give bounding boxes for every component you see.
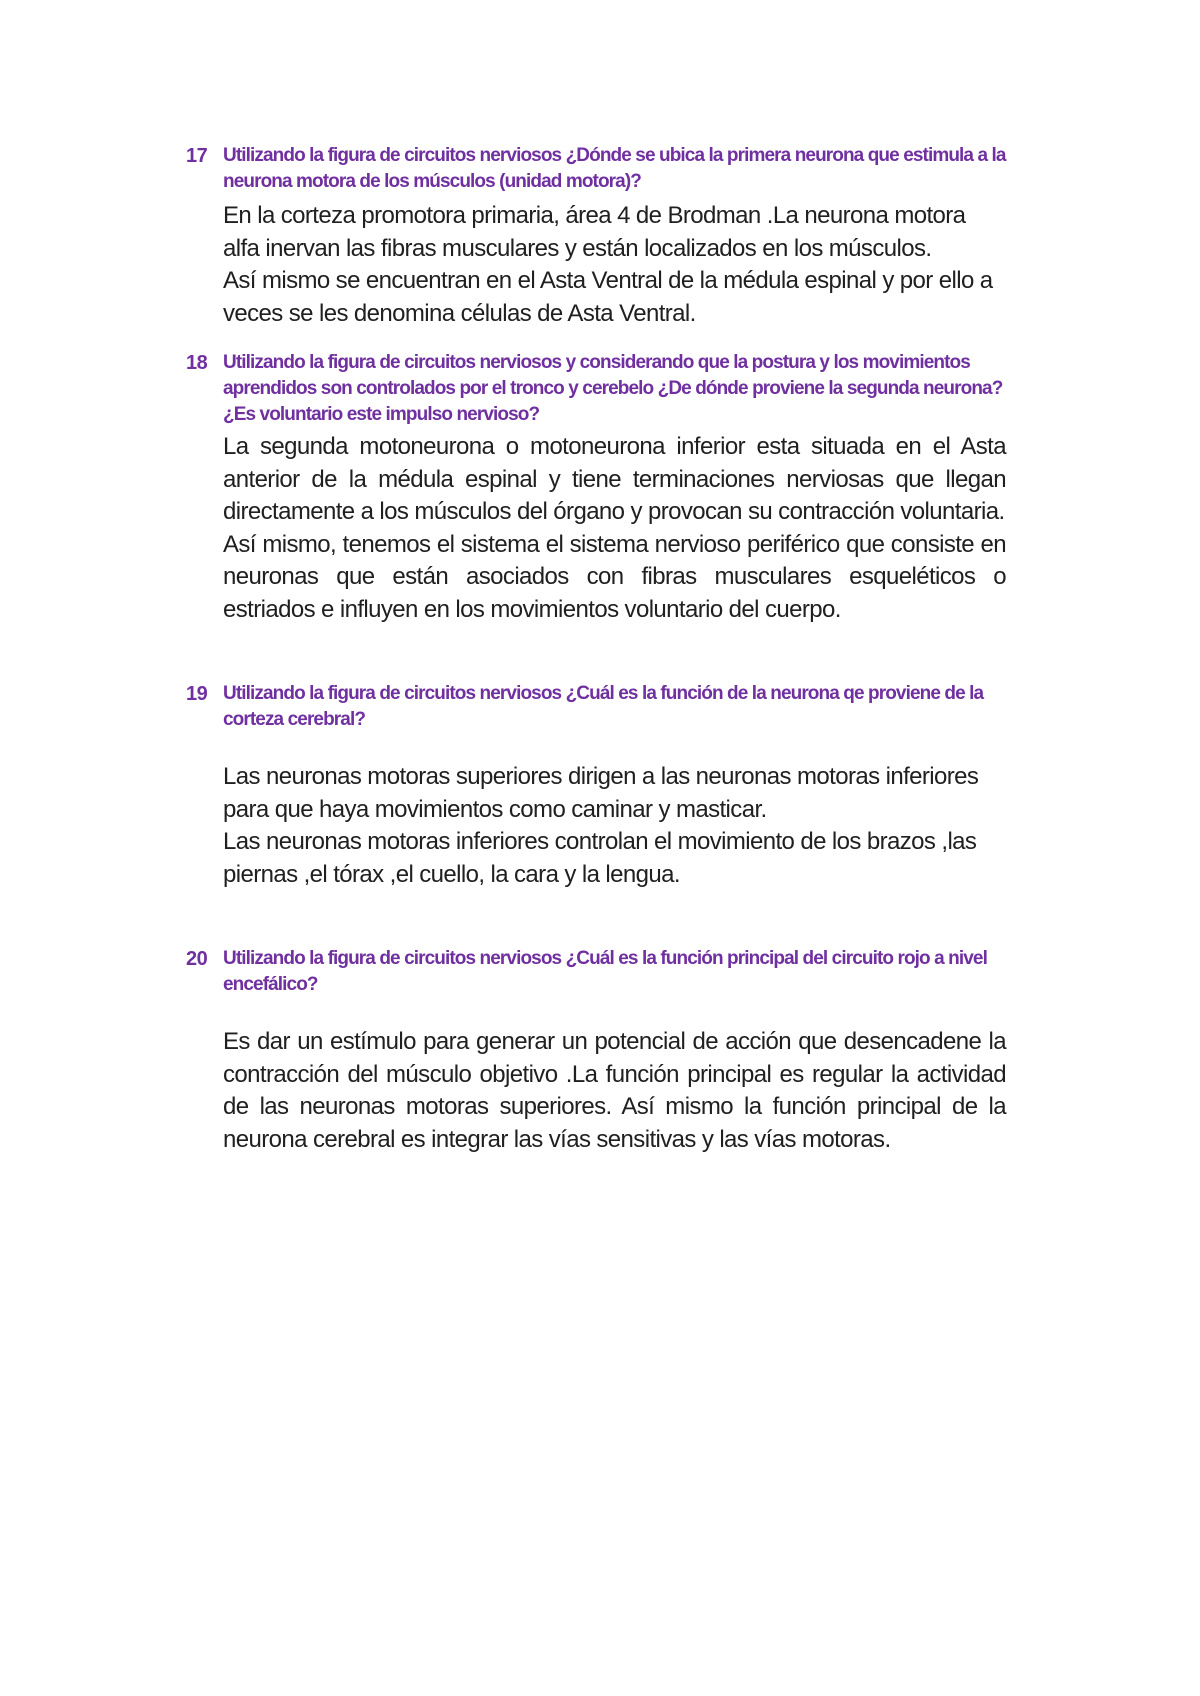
question-text: Utilizando la figura de circuitos nerviosos ¿Cuál es la función de la neurona qe proviene de la corteza cerebral?	[223, 683, 984, 730]
answer-text	[223, 431, 1006, 626]
answer-text	[223, 200, 1006, 330]
question-text: Utilizando la figura de circuitos nerviosos y considerando que la postura y los movimientos aprendidos son controlados por el tronco y cerebelo ¿De dónde proviene la segunda neurona? ¿Es voluntario este impulso nervioso?	[223, 352, 1003, 425]
question-block-18	[186, 350, 1006, 626]
answer-text	[223, 1026, 1006, 1156]
question-block-17	[186, 143, 1006, 330]
question-number: 17	[186, 145, 208, 167]
answer-paragraph: Las neuronas motoras inferiores controlan el movimiento de los brazos ,las piernas ,el tórax ,el cuello, la cara y la lengua.	[223, 828, 977, 888]
question-number: 20	[186, 948, 208, 970]
question-header	[186, 143, 1006, 195]
question-number: 18	[186, 352, 208, 374]
question-header	[186, 350, 1006, 428]
question-text: Utilizando la figura de circuitos nerviosos ¿Dónde se ubica la primera neurona que estimula a la neurona motora de los músculos (unidad motora)?	[223, 145, 1006, 192]
question-text: Utilizando la figura de circuitos nerviosos ¿Cuál es la función principal del circuito rojo a nivel encefálico?	[223, 948, 987, 995]
answer-paragraph: Así mismo, tenemos el sistema el sistema nervioso periférico que consiste en neuronas que están asociados con fibras musculares esqueléticos o estriados e influyen en los movimientos voluntario del cuerpo.	[223, 530, 1006, 623]
question-number: 19	[186, 683, 208, 705]
answer-paragraph: Es dar un estímulo para generar un potencial de acción que desencadene la contracción del músculo objetivo .La función principal es regular la actividad de las neuronas motoras superiores. Así mismo la función principal de la neurona cerebral es integrar las vías sensitivas y las vías motoras.	[223, 1028, 1006, 1153]
answer-paragraph: La segunda motoneurona o motoneurona inferior esta situada en el Asta anterior de la médula espinal y tiene terminaciones nerviosas que llegan directamente a los músculos del órgano y provocan su contracción voluntaria.	[223, 433, 1006, 525]
question-header	[186, 946, 1006, 998]
answer-text	[223, 761, 1006, 891]
answer-paragraph: Así mismo se encuentran en el Asta Ventral de la médula espinal y por ello a veces se les denomina células de Asta Ventral.	[223, 267, 993, 327]
question-block-20	[186, 946, 1006, 1156]
answer-paragraph: Las neuronas motoras superiores dirigen a las neuronas motoras inferiores para que haya movimientos como caminar y masticar.	[223, 763, 979, 823]
question-header	[186, 681, 1006, 733]
question-block-19	[186, 681, 1006, 891]
answer-paragraph: En la corteza promotora primaria, área 4 de Brodman .La neurona motora alfa inervan las fibras musculares y están localizados en los músculos.	[223, 202, 966, 262]
